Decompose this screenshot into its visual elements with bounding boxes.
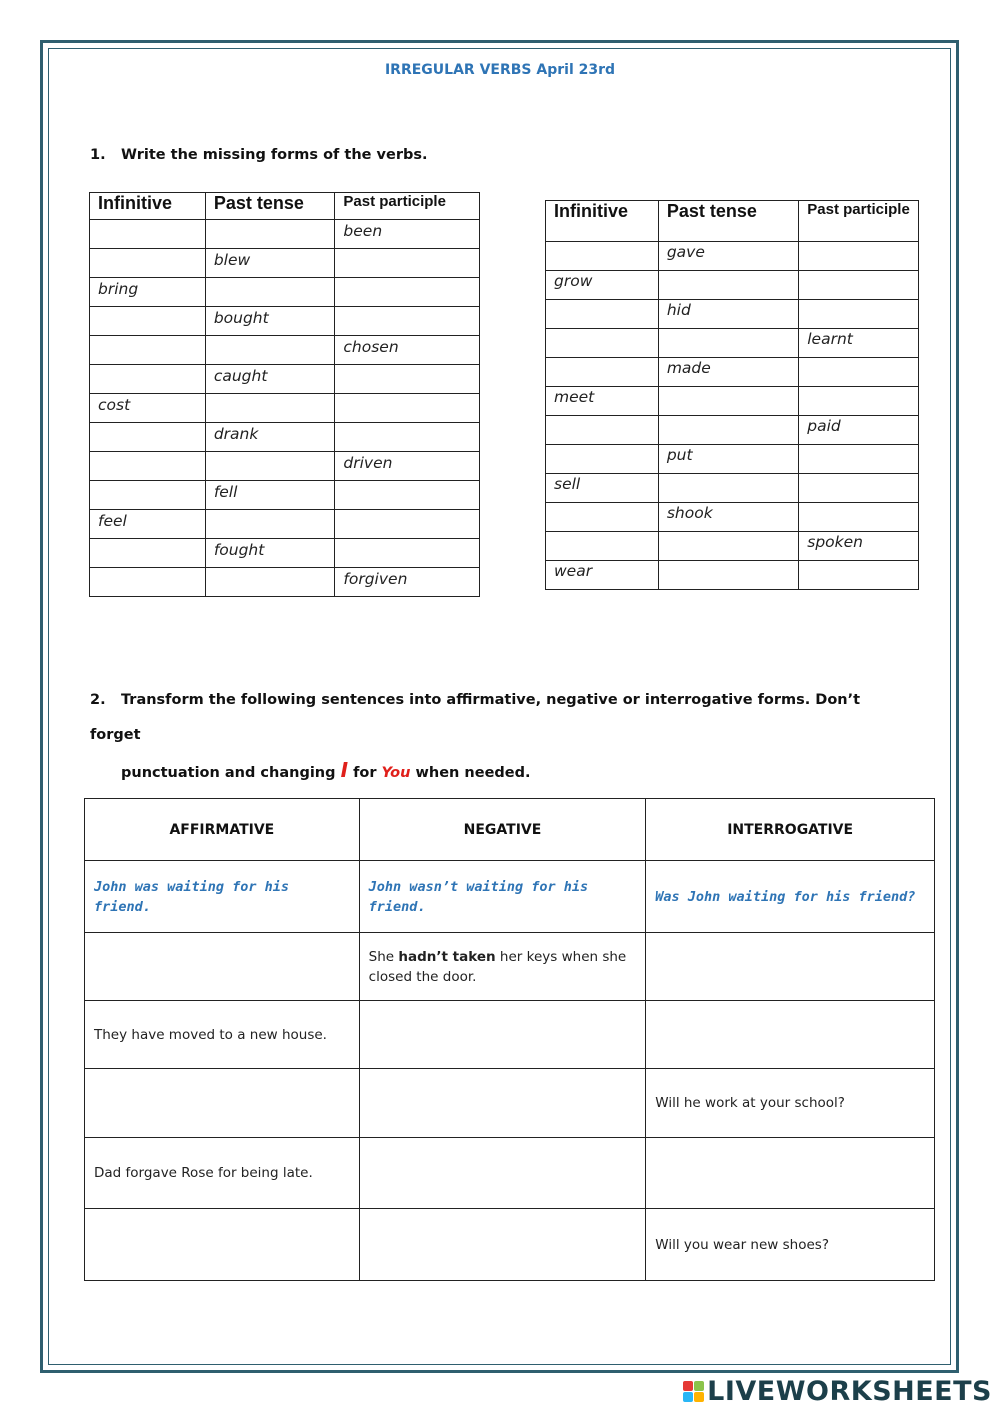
header-interrogative: INTERROGATIVE — [646, 799, 935, 861]
header-affirmative: AFFIRMATIVE — [85, 799, 360, 861]
header-past-participle: Past participle — [799, 201, 919, 242]
answer-cell[interactable] — [335, 510, 480, 539]
table-row — [90, 481, 480, 510]
table-row — [546, 416, 919, 445]
sentence-bold-part: hadn’t taken — [398, 948, 496, 965]
answer-cell[interactable] — [546, 300, 659, 329]
given-verb-form: grow — [546, 271, 659, 300]
given-verb-form: made — [658, 358, 798, 387]
answer-cell[interactable] — [658, 329, 798, 358]
sentence-part: her keys when she closed the door. — [368, 948, 627, 985]
given-verb-form: blew — [205, 249, 335, 278]
answer-cell[interactable] — [90, 481, 206, 510]
example-interrogative: Was John waiting for his friend? — [646, 861, 935, 933]
table-row — [85, 1001, 935, 1069]
table-row — [546, 474, 919, 503]
answer-cell[interactable] — [799, 387, 919, 416]
table-row — [546, 271, 919, 300]
answer-cell[interactable] — [335, 539, 480, 568]
answer-cell[interactable] — [90, 220, 206, 249]
answer-cell[interactable] — [90, 336, 206, 365]
given-verb-form: spoken — [799, 532, 919, 561]
given-sentence: Will you wear new shoes? — [646, 1209, 935, 1281]
answer-cell[interactable] — [799, 271, 919, 300]
answer-cell[interactable] — [658, 561, 798, 590]
answer-cell[interactable] — [85, 1069, 360, 1138]
given-verb-form: put — [658, 445, 798, 474]
answer-cell[interactable] — [546, 242, 659, 271]
answer-cell[interactable] — [799, 503, 919, 532]
liveworksheets-logo — [683, 1376, 992, 1407]
table-row — [90, 539, 480, 568]
given-verb-form: hid — [658, 300, 798, 329]
answer-cell[interactable] — [658, 271, 798, 300]
answer-cell[interactable] — [646, 1138, 935, 1209]
answer-cell[interactable] — [205, 336, 335, 365]
given-verb-form: sell — [546, 474, 659, 503]
answer-cell[interactable] — [546, 503, 659, 532]
answer-cell[interactable] — [799, 300, 919, 329]
instruction-2 — [90, 683, 890, 791]
instruction-1-number: 1. — [90, 147, 106, 163]
answer-cell[interactable] — [646, 1001, 935, 1069]
table-row — [90, 365, 480, 394]
given-verb-form: drank — [205, 423, 335, 452]
table-row — [546, 503, 919, 532]
verb-table-right — [545, 200, 919, 590]
given-verb-form: cost — [90, 394, 206, 423]
table-row — [90, 278, 480, 307]
given-verb-form: bought — [205, 307, 335, 336]
given-verb-form: paid — [799, 416, 919, 445]
answer-cell[interactable] — [546, 358, 659, 387]
answer-cell[interactable] — [799, 474, 919, 503]
table-row — [90, 452, 480, 481]
answer-cell[interactable] — [658, 387, 798, 416]
given-verb-form: gave — [658, 242, 798, 271]
answer-cell[interactable] — [335, 394, 480, 423]
given-verb-form: learnt — [799, 329, 919, 358]
verb-table-left — [89, 192, 480, 597]
header-negative: NEGATIVE — [359, 799, 646, 861]
table-row — [85, 933, 935, 1001]
given-verb-form: chosen — [335, 336, 480, 365]
given-verb-form: shook — [658, 503, 798, 532]
answer-cell[interactable] — [335, 249, 480, 278]
given-sentence: Dad forgave Rose for being late. — [85, 1138, 360, 1209]
answer-cell[interactable] — [85, 933, 360, 1001]
table-row — [90, 220, 480, 249]
table-row — [546, 561, 919, 590]
sentence-part: She — [368, 948, 399, 965]
logo-square — [683, 1381, 693, 1391]
answer-cell[interactable] — [335, 423, 480, 452]
given-sentence: They have moved to a new house. — [85, 1001, 360, 1069]
answer-cell[interactable] — [546, 329, 659, 358]
answer-cell[interactable] — [359, 1069, 646, 1138]
answer-cell[interactable] — [205, 452, 335, 481]
given-verb-form: wear — [546, 561, 659, 590]
answer-cell[interactable] — [205, 510, 335, 539]
given-verb-form: driven — [335, 452, 480, 481]
answer-cell[interactable] — [335, 278, 480, 307]
answer-cell[interactable] — [646, 933, 935, 1001]
answer-cell[interactable] — [205, 278, 335, 307]
answer-cell[interactable] — [359, 1001, 646, 1069]
header-infinitive: Infinitive — [90, 193, 206, 220]
table-row — [85, 1138, 935, 1209]
answer-cell[interactable] — [335, 365, 480, 394]
given-verb-form: meet — [546, 387, 659, 416]
table-row — [90, 336, 480, 365]
given-verb-form: feel — [90, 510, 206, 539]
header-past-tense: Past tense — [205, 193, 335, 220]
table-row — [90, 423, 480, 452]
given-sentence: Will he work at your school? — [646, 1069, 935, 1138]
answer-cell[interactable] — [546, 445, 659, 474]
instruction-2-text-b: for — [353, 765, 377, 781]
given-verb-form: bring — [90, 278, 206, 307]
answer-cell[interactable] — [90, 452, 206, 481]
answer-cell[interactable] — [90, 307, 206, 336]
header-past-tense: Past tense — [658, 201, 798, 242]
table-row — [546, 445, 919, 474]
answer-cell[interactable] — [90, 365, 206, 394]
word-I: I — [340, 758, 349, 782]
given-verb-form: fought — [205, 539, 335, 568]
given-verb-form: forgiven — [335, 568, 480, 597]
answer-cell[interactable] — [205, 220, 335, 249]
logo-square — [683, 1392, 693, 1402]
answer-cell[interactable] — [335, 481, 480, 510]
example-row — [85, 861, 935, 933]
example-affirmative: John was waiting for his friend. — [85, 861, 360, 933]
instruction-2-number: 2. — [90, 692, 106, 708]
header-infinitive: Infinitive — [546, 201, 659, 242]
logo-square — [694, 1381, 704, 1391]
logo-square — [694, 1392, 704, 1402]
header-past-participle: Past participle — [335, 193, 480, 220]
instruction-2-text-c: when needed. — [415, 765, 531, 781]
instruction-1 — [90, 147, 428, 163]
table-row — [85, 1069, 935, 1138]
instruction-2-text-a: punctuation and changing — [121, 765, 336, 781]
logo-icon — [683, 1381, 704, 1402]
given-verb-form: been — [335, 220, 480, 249]
answer-cell[interactable] — [90, 249, 206, 278]
answer-cell[interactable] — [799, 561, 919, 590]
instruction-2-line1: Transform the following sentences into affirmative, negative or interrogative forms. Don’t forget — [90, 692, 861, 743]
table-row — [85, 1209, 935, 1281]
table-row — [546, 242, 919, 271]
table-row — [546, 358, 919, 387]
table-row — [90, 249, 480, 278]
answer-cell[interactable] — [799, 242, 919, 271]
given-verb-form: caught — [205, 365, 335, 394]
given-verb-form: fell — [205, 481, 335, 510]
answer-cell[interactable] — [90, 539, 206, 568]
answer-cell[interactable] — [85, 1209, 360, 1281]
answer-cell[interactable] — [658, 416, 798, 445]
table-row — [546, 329, 919, 358]
answer-cell[interactable] — [205, 568, 335, 597]
instruction-1-text: Write the missing forms of the verbs. — [121, 147, 428, 163]
answer-cell[interactable] — [546, 416, 659, 445]
table-row — [90, 307, 480, 336]
answer-cell[interactable] — [546, 532, 659, 561]
transform-table — [84, 798, 935, 1281]
given-sentence — [359, 933, 646, 1001]
example-negative: John wasn’t waiting for his friend. — [359, 861, 646, 933]
table-row — [90, 568, 480, 597]
table-row — [546, 387, 919, 416]
answer-cell[interactable] — [335, 307, 480, 336]
answer-cell[interactable] — [799, 445, 919, 474]
answer-cell[interactable] — [359, 1138, 646, 1209]
answer-cell[interactable] — [658, 532, 798, 561]
answer-cell[interactable] — [90, 423, 206, 452]
answer-cell[interactable] — [799, 358, 919, 387]
table-row — [546, 532, 919, 561]
table-row — [546, 300, 919, 329]
answer-cell[interactable] — [359, 1209, 646, 1281]
answer-cell[interactable] — [205, 394, 335, 423]
word-you: You — [381, 765, 411, 781]
answer-cell[interactable] — [90, 568, 206, 597]
table-row — [90, 510, 480, 539]
logo-text: LIVEWORKSHEETS — [707, 1376, 992, 1407]
worksheet-title: IRREGULAR VERBS April 23rd — [384, 62, 616, 78]
table-row — [90, 394, 480, 423]
answer-cell[interactable] — [658, 474, 798, 503]
